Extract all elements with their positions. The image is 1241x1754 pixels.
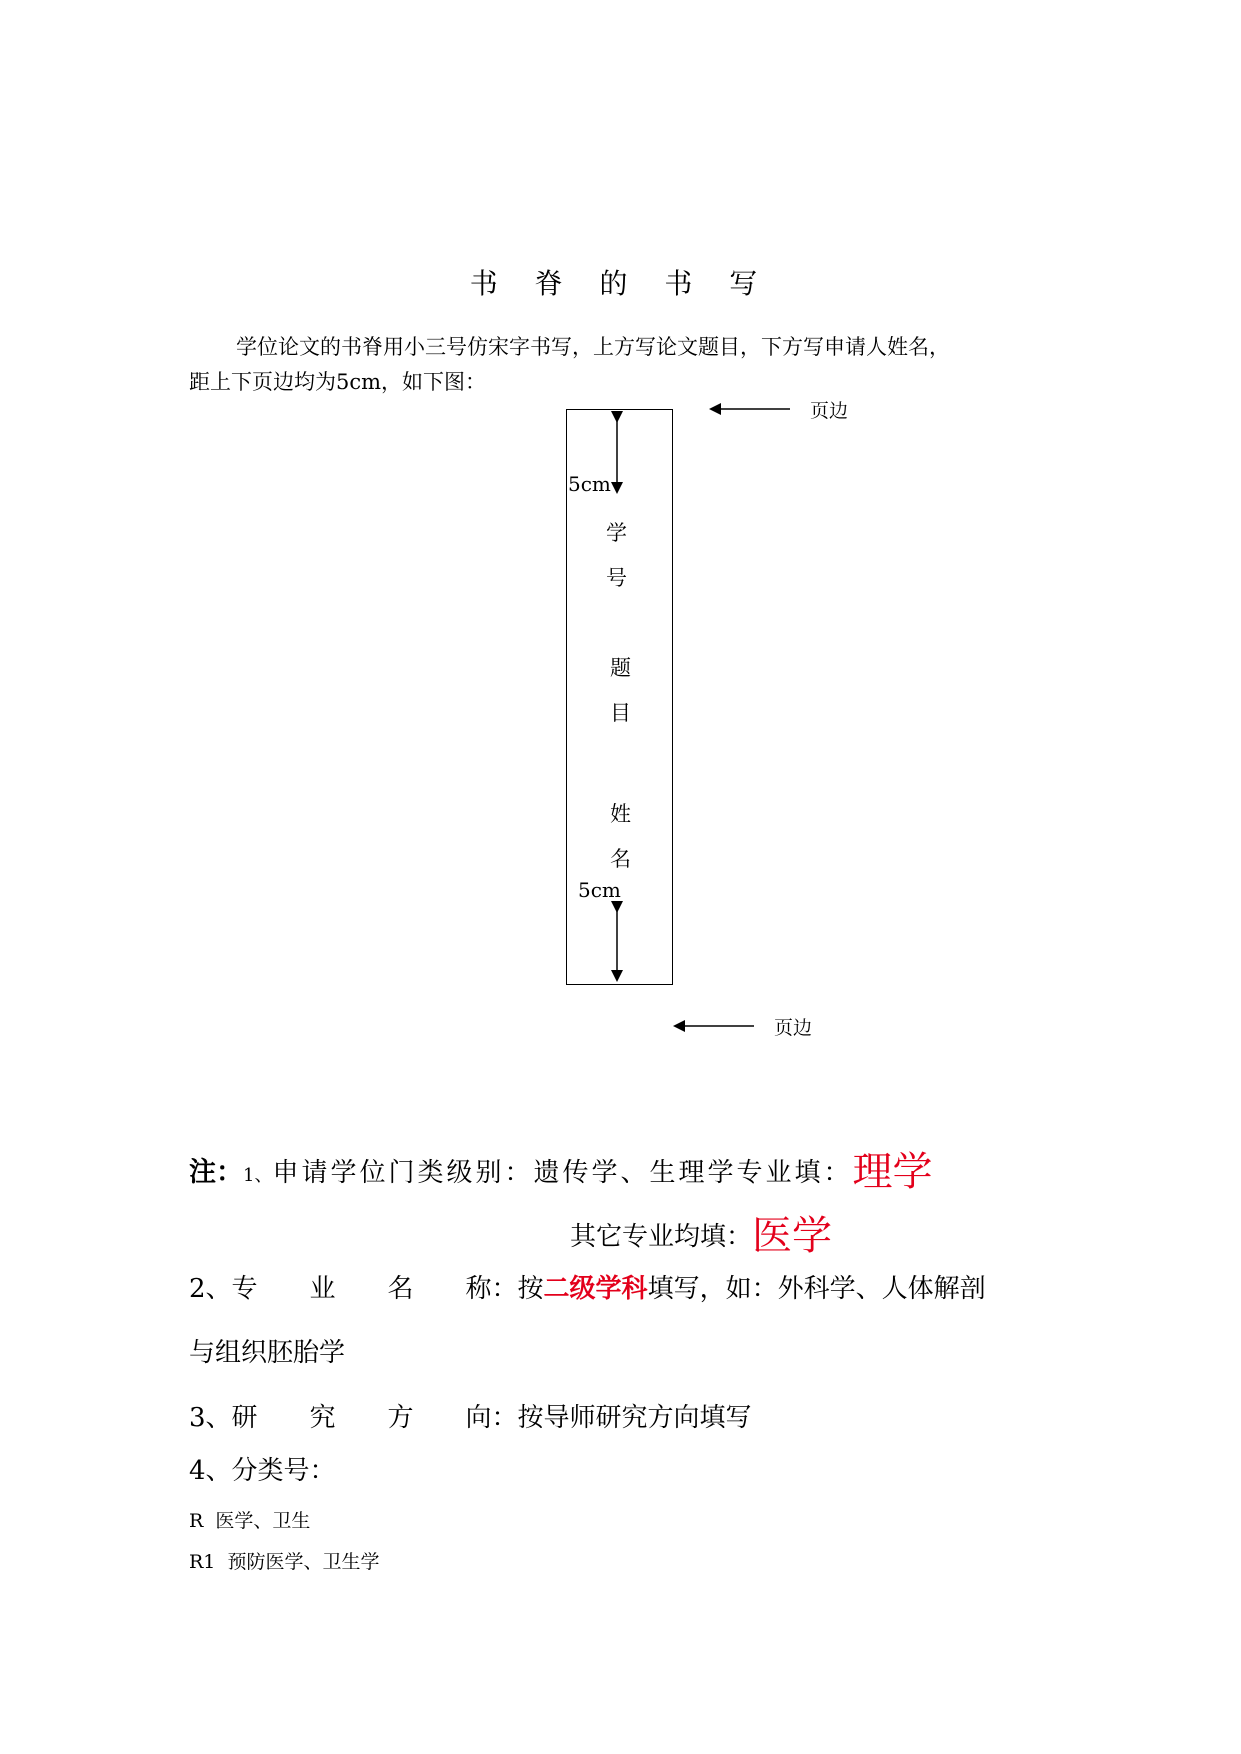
note-prefix: 注： (189, 1157, 243, 1188)
bottom-margin-label: 页边 (774, 1017, 813, 1039)
classification-label: 医学、卫生 (215, 1510, 311, 1532)
spine-char-xue: 学 (606, 521, 627, 545)
note-1b (570, 1204, 832, 1261)
top-distance-label: 5cm (568, 472, 611, 496)
classification-label: 预防医学、卫生学 (227, 1551, 380, 1573)
note-2-line-2: 与组织胚胎学 (189, 1338, 346, 1368)
note-1 (189, 1140, 932, 1197)
intro-line-2: 距上下页边均为5cm，如下图： (189, 370, 487, 394)
note-4: 4、分类号： (189, 1456, 336, 1486)
note-1b-value: 医学 (752, 1213, 833, 1259)
note-2-highlight: 二级学科 (543, 1274, 648, 1304)
classification-item (189, 1547, 380, 1574)
note-2-label: 2、专 业 名 称：按 (189, 1274, 544, 1304)
top-margin-label: 页边 (810, 400, 849, 422)
note-1-text: 申请学位门类级别：遗传学、生理学专业填： (272, 1158, 853, 1188)
classification-code: R1 (189, 1551, 216, 1573)
note-1-number: 1、 (243, 1165, 273, 1186)
spine-char-xing: 姓 (610, 802, 631, 826)
note-2 (189, 1268, 986, 1305)
intro-line-1: 学位论文的书脊用小三号仿宋字书写，上方写论文题目，下方写申请人姓名， (236, 335, 950, 359)
spine-char-mu: 目 (610, 701, 631, 725)
classification-code: R (189, 1510, 204, 1532)
note-1-value: 理学 (852, 1149, 933, 1195)
note-3: 3、研 究 方 向：按导师研究方向填写 (189, 1403, 752, 1433)
spine-char-hao: 号 (606, 566, 627, 590)
spine-char-ti: 题 (610, 656, 631, 680)
note-2-rest: 填写，如：外科学、人体解剖 (647, 1274, 986, 1304)
spine-char-ming: 名 (610, 847, 631, 871)
page-title: 书 脊 的 书 写 (469, 267, 772, 300)
classification-item (189, 1506, 310, 1533)
bottom-distance-label: 5cm (578, 878, 621, 902)
note-1b-text: 其它专业均填： (570, 1222, 753, 1252)
